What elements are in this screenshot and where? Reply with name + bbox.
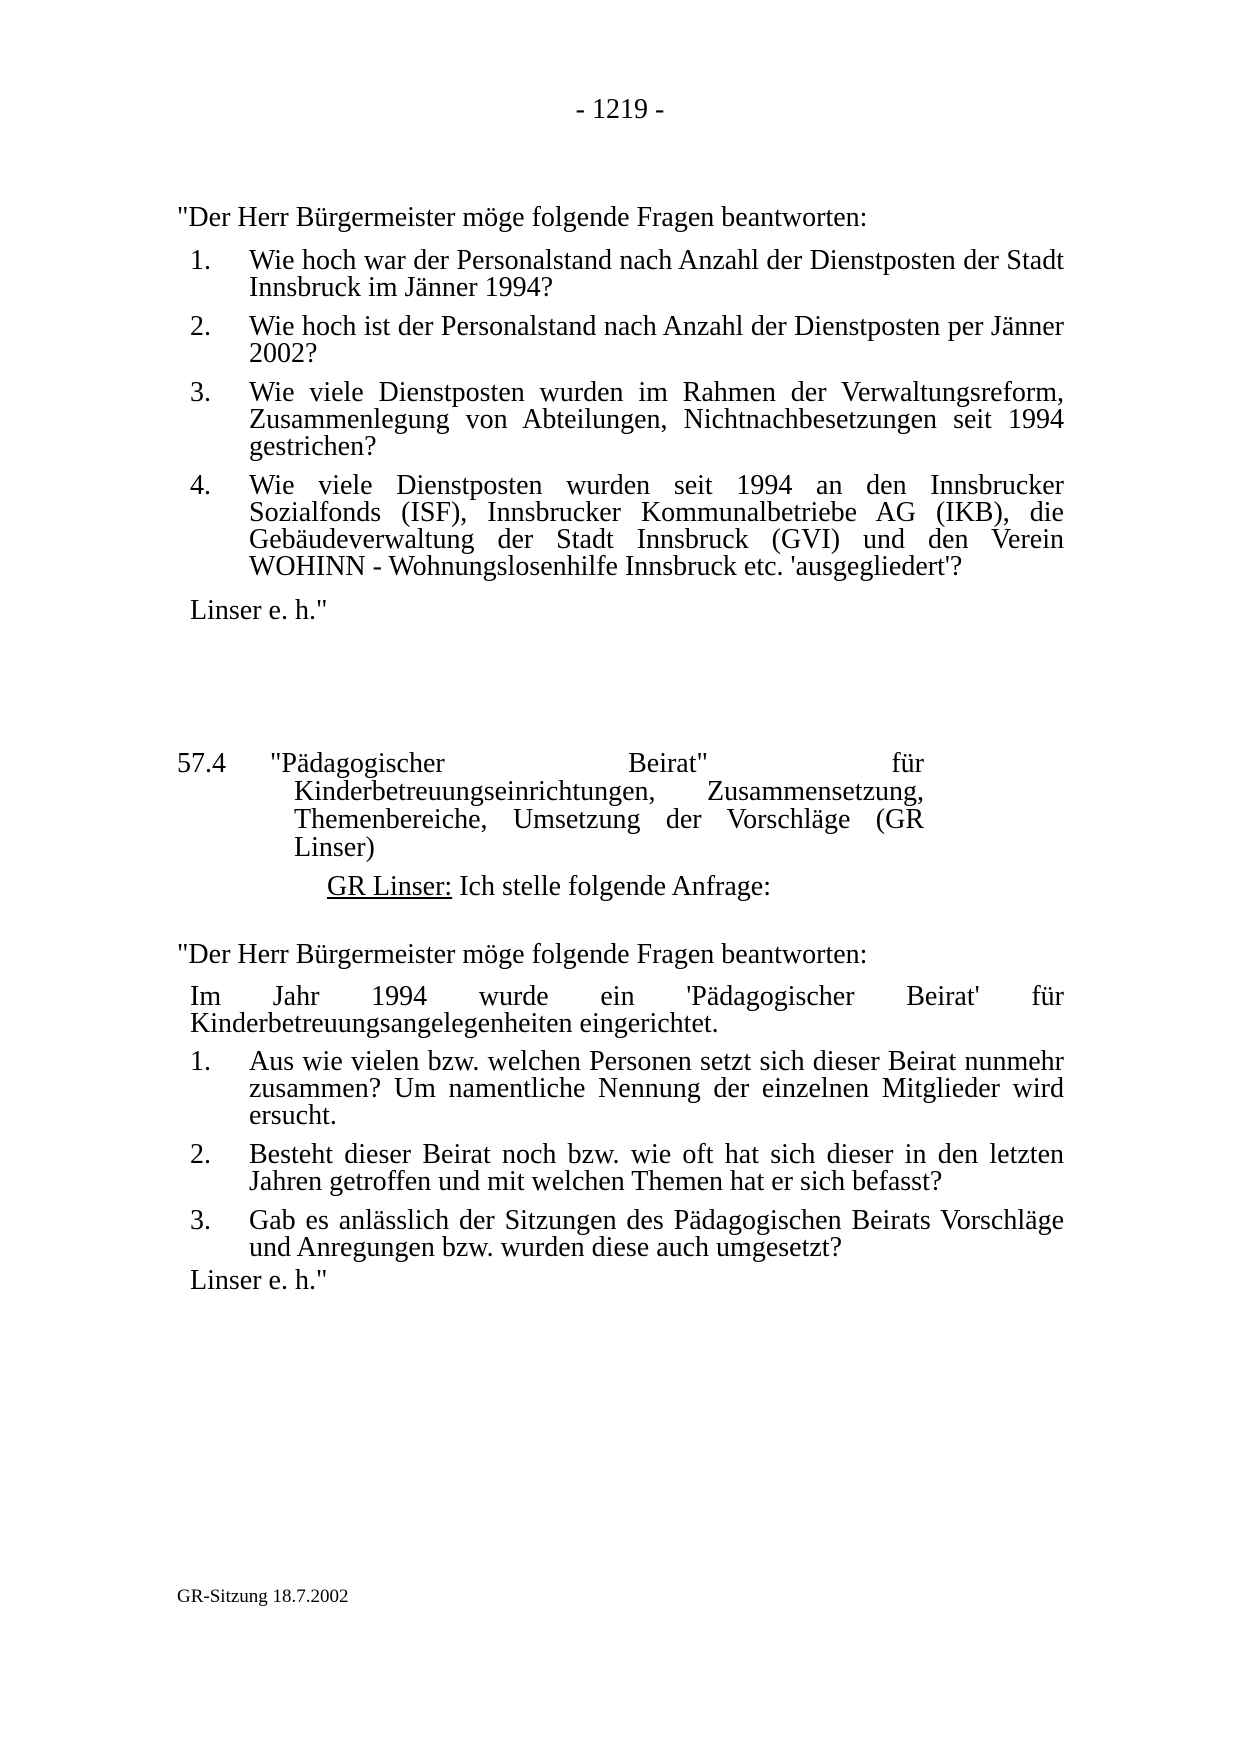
list-item-text: Wie hoch ist der Personalstand nach Anzahl der Dienstposten per Jänner 2002? xyxy=(249,311,1064,369)
list-item xyxy=(190,247,1064,301)
section2-signoff: Linser e. h." xyxy=(190,1265,328,1296)
list-item-text: Gab es anlässlich der Sitzungen des Pädagogischen Beirats Vorschläge und Anregungen bzw. wurden diese auch umgesetzt? xyxy=(249,1205,1064,1263)
list-item-number: 1. xyxy=(190,245,211,276)
list-item-number: 3. xyxy=(190,377,211,408)
speaker-statement: Ich stelle folgende Anfrage: xyxy=(459,871,771,902)
page-footer: GR-Sitzung 18.7.2002 xyxy=(177,1586,349,1607)
list-item xyxy=(190,313,1064,367)
agenda-item-heading xyxy=(177,748,924,863)
list-item-text: Wie viele Dienstposten wurden im Rahmen der Verwaltungsreform, Zusammenlegung von Abteilungen, Nichtnachbesetzungen seit 1994 gestrichen? xyxy=(249,377,1064,462)
list-item-text: Aus wie vielen bzw. welchen Personen setzt sich dieser Beirat nunmehr zusammen? Um namentliche Nennung der einzelnen Mitglieder wird ersucht. xyxy=(249,1046,1064,1131)
list-item-number: 2. xyxy=(190,311,211,342)
list-item-number: 4. xyxy=(190,470,211,501)
list-item-number: 2. xyxy=(190,1139,211,1170)
list-item-text: Wie hoch war der Personalstand nach Anzahl der Dienstposten der Stadt Innsbruck im Jänner 1994? xyxy=(249,245,1064,303)
list-item-number: 1. xyxy=(190,1046,211,1077)
list-item-number: 3. xyxy=(190,1205,211,1236)
list-item-text: Wie viele Dienstposten wurden seit 1994 an den Innsbrucker Sozialfonds (ISF), Innsbrucker Kommunalbetriebe AG (IKB), die Gebäudeverwaltung der Stadt Innsbruck (GVI) und den Verein WOHINN - Wohnungslosenhilfe Innsbruck etc. 'ausgegliedert'? xyxy=(249,470,1064,582)
section1-question-list xyxy=(190,247,1064,580)
section2-opening: "Der Herr Bürgermeister möge folgende Fragen beantworten: xyxy=(177,939,868,970)
list-item xyxy=(190,472,1064,580)
speaker-line xyxy=(327,873,771,901)
list-item xyxy=(190,1048,1064,1129)
section2-intro: Im Jahr 1994 wurde ein 'Pädagogischer Beirat' für Kinderbetreuungsangelegenheiten eingerichtet. xyxy=(190,981,1064,1039)
agenda-item-number: 57.4 xyxy=(177,748,226,779)
list-item xyxy=(190,1141,1064,1195)
page-number: - 1219 - xyxy=(575,94,665,125)
agenda-item-title: "Pädagogischer Beirat" für Kinderbetreuungseinrichtungen, Zusammensetzung, Themenbereiche, Umsetzung der Vorschläge (GR Linser) xyxy=(270,748,924,863)
section1-opening: "Der Herr Bürgermeister möge folgende Fragen beantworten: xyxy=(177,202,868,233)
section2-question-list xyxy=(190,1048,1064,1261)
list-item xyxy=(190,1207,1064,1261)
section1-signoff: Linser e. h." xyxy=(190,595,328,626)
list-item xyxy=(190,379,1064,460)
list-item-text: Besteht dieser Beirat noch bzw. wie oft hat sich dieser in den letzten Jahren getroffen und mit welchen Themen hat er sich befasst? xyxy=(249,1139,1064,1197)
speaker-name: GR Linser: xyxy=(327,871,453,902)
